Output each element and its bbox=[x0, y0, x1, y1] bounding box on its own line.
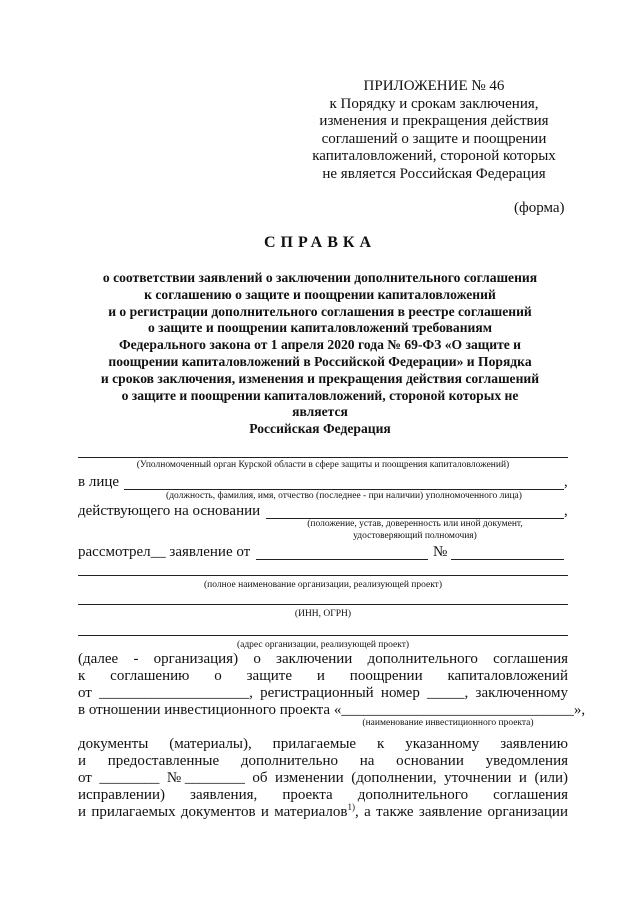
subject-line: Федерального закона от 1 апреля 2020 года № 69-ФЗ «О защите и bbox=[118, 337, 522, 353]
caption-org-name: (полное наименование организации, реализующей проект) bbox=[203, 580, 442, 590]
trailing-comma: , bbox=[564, 503, 568, 519]
footnote-mark: 1) bbox=[347, 802, 355, 812]
caption-authority: (Уполномоченный орган Курской области в сфере защиты и поощрения капиталовложений) bbox=[136, 460, 510, 470]
caption-address: (адрес организации, реализующей проект) bbox=[236, 640, 410, 650]
caption-inn: (ИНН, ОГРН) bbox=[294, 609, 352, 619]
subject-line: и сроков заключения, изменения и прекращения действия соглашений bbox=[100, 370, 540, 386]
body-line: документы (материалы), прилагаемые к указанному заявлению bbox=[78, 736, 568, 752]
application-date-fill-line bbox=[256, 559, 428, 560]
annex-line: капиталовложений, стороной которых bbox=[312, 148, 556, 164]
in-person-fill-line bbox=[124, 489, 564, 490]
subject-line: поощрении капиталовложений в Российской Федерации» и Порядка bbox=[108, 353, 532, 369]
form-label: (форма) bbox=[514, 200, 565, 216]
subject-line: Российская Федерация bbox=[249, 421, 391, 437]
caption-basis: удостоверяющий полномочия) bbox=[353, 531, 477, 541]
org-name-fill-line bbox=[78, 575, 568, 576]
inn-ogrn-fill-line bbox=[78, 604, 568, 605]
trailing-comma: , bbox=[564, 474, 568, 490]
body-line: к соглашению о защите и поощрении капиталовложений bbox=[78, 668, 568, 684]
address-fill-line bbox=[78, 635, 568, 636]
body-text: и прилагаемых документов и материалов bbox=[78, 804, 348, 820]
body-line: и предоставленные дополнительно на основании уведомления bbox=[78, 753, 568, 769]
subject-line: является bbox=[292, 404, 348, 420]
body-line: (далее - организация) о заключении дополнительного соглашения bbox=[78, 651, 568, 667]
application-number-fill-line bbox=[451, 559, 564, 560]
subject-line: к соглашению о защите и поощрении капиталовложений bbox=[144, 286, 496, 302]
annex-line: к Порядку и срокам заключения, bbox=[329, 95, 539, 112]
body-text: , а также заявление организации bbox=[355, 804, 568, 820]
body-line bbox=[78, 804, 568, 821]
caption-position: (должность, фамилия, имя, отчество (последнее - при наличии) уполномоченного лица) bbox=[166, 491, 522, 501]
body-line: в отношении инвестиционного проекта «_______________________________», bbox=[78, 702, 586, 718]
number-label: № bbox=[433, 544, 448, 560]
acting-basis-label: действующего на основании bbox=[78, 503, 261, 519]
body-line: исправлении) заявления, проекта дополнительного соглашения bbox=[78, 787, 568, 803]
caption-basis: (положение, устав, доверенность или иной документ, bbox=[307, 519, 523, 529]
subject-line: о защите и поощрении капиталовложений требованиям bbox=[147, 320, 493, 336]
subject-line: о защите и поощрении капиталовложений, стороной которых не bbox=[121, 387, 519, 403]
body-line: от ____________________, регистрационный номер _____, заключенному bbox=[78, 685, 568, 701]
subject-line: о соответствии заявлений о заключении дополнительного соглашения bbox=[102, 270, 538, 285]
document-title: СПРАВКА bbox=[263, 234, 377, 251]
annex-line: изменения и прекращения действия bbox=[319, 113, 549, 129]
annex-line: не является Российская Федерация bbox=[322, 165, 546, 182]
annex-line: соглашений о защите и поощрении bbox=[321, 130, 547, 147]
authority-fill-line bbox=[78, 457, 568, 458]
body-line: от ________ №________ об изменении (дополнении, уточнении и (или) bbox=[78, 770, 568, 786]
reviewed-label: рассмотрел__ заявление от bbox=[78, 544, 251, 560]
document-subject bbox=[70, 270, 570, 438]
annex-line: ПРИЛОЖЕНИЕ № 46 bbox=[363, 78, 505, 94]
in-person-label: в лице bbox=[78, 474, 120, 490]
subject-line: и о регистрации дополнительного соглашения в реестре соглашений bbox=[108, 303, 532, 319]
caption-project: (наименование инвестиционного проекта) bbox=[362, 718, 534, 728]
annex-header bbox=[300, 78, 568, 183]
